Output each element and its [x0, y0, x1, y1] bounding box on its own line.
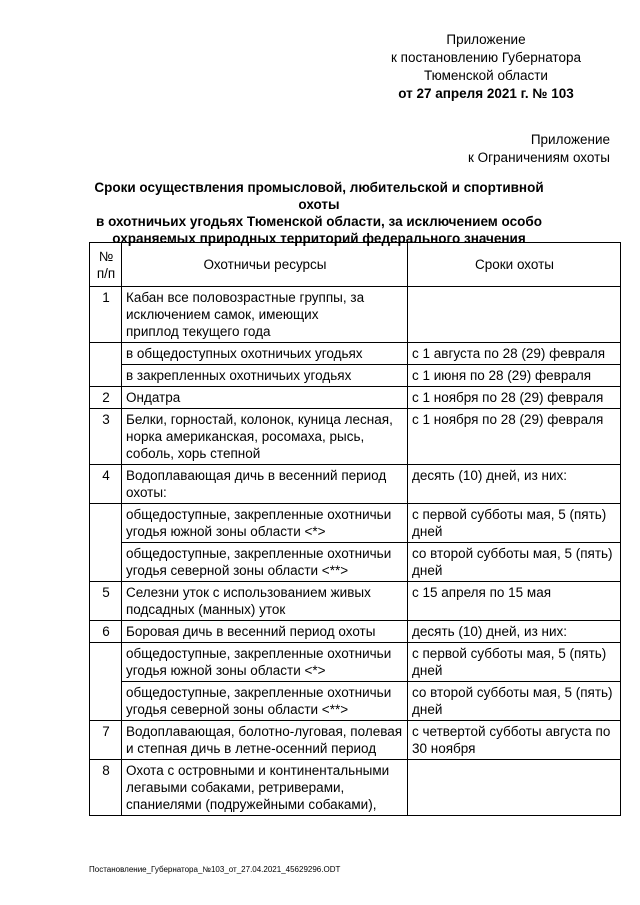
title-line-2: в охотничьих угодьях Тюменской области, за исключением особо: [96, 214, 542, 229]
sub-appendix-label: Приложение: [530, 132, 610, 147]
row-resource: в закрепленных охотничьих угодьях: [122, 365, 408, 387]
table-row: [90, 582, 621, 621]
row-num: [90, 343, 122, 365]
table-row: [90, 343, 621, 365]
row-num: [90, 365, 122, 387]
table-row: [90, 682, 621, 721]
row-term: [408, 287, 621, 343]
row-num: [90, 504, 122, 543]
table-row: [90, 387, 621, 409]
table-row: [90, 621, 621, 643]
row-term: с 1 ноября по 28 (29) февраля: [408, 387, 621, 409]
sub-appendix-header: [468, 131, 610, 167]
table-row: [90, 721, 621, 760]
sub-appendix-ref: к Ограничениям охоты: [467, 150, 610, 165]
table-row: [90, 287, 621, 343]
row-resource: Белки, горностай, колонок, куница лесная, норка американская, росомаха, рысь, соболь, хорь степной: [122, 409, 408, 465]
row-term: с 15 апреля по 15 мая: [408, 582, 621, 621]
row-term: десять (10) дней, из них:: [408, 621, 621, 643]
row-num: 8: [90, 760, 122, 816]
row-num: 7: [90, 721, 122, 760]
table-row: [90, 643, 621, 682]
row-num: [90, 643, 122, 682]
row-term: десять (10) дней, из них:: [408, 465, 621, 504]
row-num: 2: [90, 387, 122, 409]
row-resource: Селезни уток с использованием живых подсадных (манных) уток: [122, 582, 408, 621]
row-term: с 1 ноября по 28 (29) февраля: [408, 409, 621, 465]
row-num: [90, 543, 122, 582]
row-term: с четвертой субботы августа по 30 ноября: [408, 721, 621, 760]
row-num: 3: [90, 409, 122, 465]
row-term: со второй субботы мая, 5 (пять) дней: [408, 682, 621, 721]
row-resource: общедоступные, закрепленные охотничьи угодья южной зоны области <*>: [122, 504, 408, 543]
row-term: со второй субботы мая, 5 (пять) дней: [408, 543, 621, 582]
appendix-header: [372, 31, 600, 103]
header-resources: Охотничьи ресурсы: [122, 243, 408, 287]
table-row: [90, 760, 621, 816]
table-row: [90, 409, 621, 465]
row-resource: Боровая дичь в весенний период охоты: [122, 621, 408, 643]
row-resource: в общедоступных охотничьих угодьях: [122, 343, 408, 365]
row-resource: общедоступные, закрепленные охотничьи угодья южной зоны области <*>: [122, 643, 408, 682]
row-resource: Ондатра: [122, 387, 408, 409]
row-num: 6: [90, 621, 122, 643]
header-terms: Сроки охоты: [408, 243, 621, 287]
row-term: с 1 июня по 28 (29) февраля: [408, 365, 621, 387]
row-resource: [122, 287, 408, 343]
table-header-row: [90, 243, 621, 287]
table-row: [90, 504, 621, 543]
hunting-terms-table: [89, 242, 621, 816]
row-resource: Водоплавающая дичь в весенний период охоты:: [122, 465, 408, 504]
row-num: [90, 682, 122, 721]
row-term: [408, 760, 621, 816]
row-num: 4: [90, 465, 122, 504]
row-resource: общедоступные, закрепленные охотничьи угодья северной зоны области <**>: [122, 682, 408, 721]
table-row: [90, 365, 621, 387]
row-num: 5: [90, 582, 122, 621]
header-num: № п/п: [90, 243, 122, 287]
appendix-date: от 27 апреля 2021 г. № 103: [398, 86, 574, 101]
row-term: с первой субботы мая, 5 (пять) дней: [408, 504, 621, 543]
row-resource: Охота с островными и континентальными легавыми собаками, ретриверами, спаниелями (подружейными собаками),: [122, 760, 408, 816]
appendix-label: Приложение: [446, 32, 526, 47]
document-footer: Постановление_Губернатора_№103_от_27.04.2021_45629296.ODT: [89, 865, 341, 874]
title-line-3: охраняемых природных территорий федерального значения: [112, 231, 526, 246]
document-title: [85, 179, 553, 247]
title-line-1: Сроки осуществления промысловой, любительской и спортивной охоты: [94, 180, 544, 212]
row-resource-text: Кабан все половозрастные группы, за исключением самок, имеющих приплод текущего года: [126, 290, 365, 339]
appendix-ref: к постановлению Губернатора: [391, 50, 581, 65]
row-term: с первой субботы мая, 5 (пять) дней: [408, 643, 621, 682]
row-resource: общедоступные, закрепленные охотничьи угодья северной зоны области <**>: [122, 543, 408, 582]
table-row: [90, 465, 621, 504]
row-num: 1: [90, 287, 122, 343]
table-row: [90, 543, 621, 582]
appendix-region: Тюменской области: [424, 68, 548, 83]
row-term: с 1 августа по 28 (29) февраля: [408, 343, 621, 365]
row-resource: Водоплавающая, болотно-луговая, полевая и степная дичь в летне-осенний период: [122, 721, 408, 760]
